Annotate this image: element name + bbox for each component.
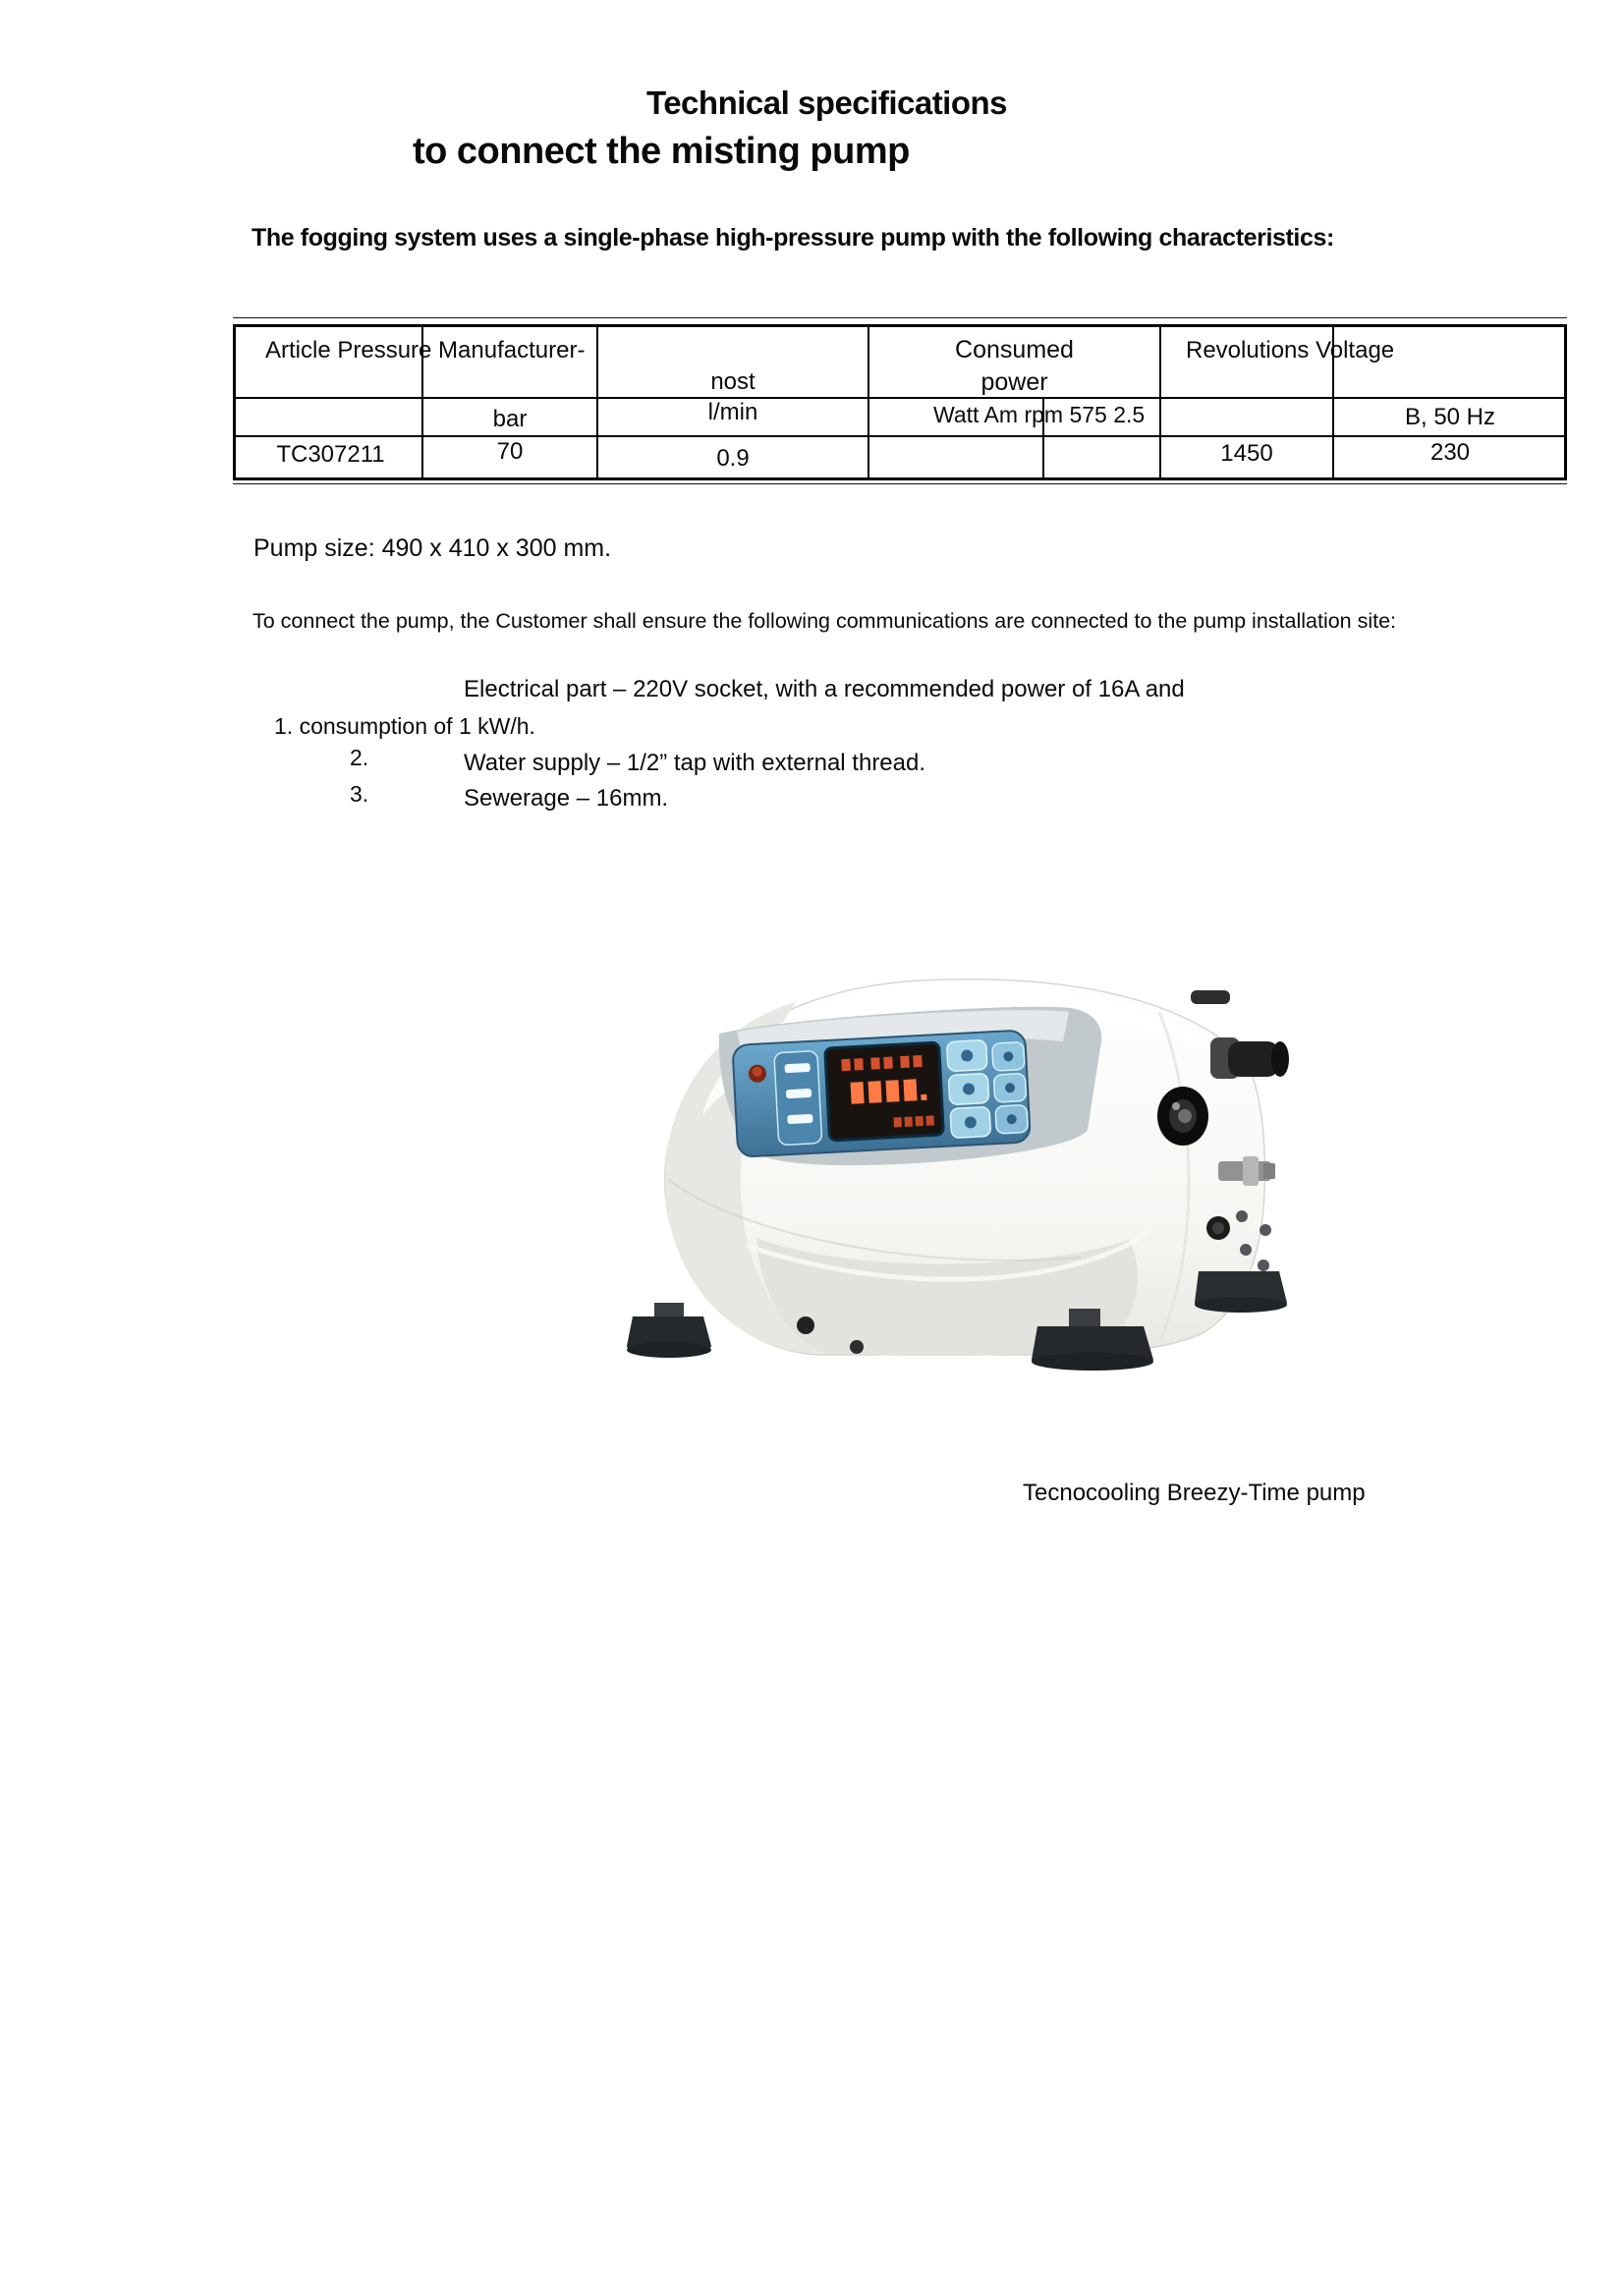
cell-article: TC307211 (276, 441, 385, 468)
list-item2-text: Water supply – 1/2” tap with external thread. (464, 750, 926, 776)
header-article-pressure-manufacturer: Article Pressure Manufacturer- (265, 337, 586, 364)
connect-note: To connect the pump, the Customer shall ensure the following communications are connected to the pump installation site: (252, 609, 1397, 633)
list-item3-number: 3. (350, 781, 369, 807)
pump-size-text: Pump size: 490 x 410 x 300 mm. (253, 534, 612, 562)
spec-table (233, 324, 1567, 480)
unit-voltage-b-50hz: B, 50 Hz (1404, 404, 1496, 430)
intro-paragraph: The fogging system uses a single-phase high-pressure pump with the following characteristics: (252, 224, 1334, 252)
unit-power-watt-am-rpm: Watt Am rpm 575 2.5 (933, 402, 1146, 427)
list-item3-text: Sewerage – 16mm. (464, 785, 669, 812)
unit-flow-lmin: l/min (707, 399, 758, 425)
pump-illustration (609, 933, 1307, 1371)
pump-caption: Tecnocooling Breezy-Time pump (1023, 1480, 1366, 1506)
page-title: Technical specifications (646, 84, 1008, 121)
list-line-consumption: 1. consumption of 1 kW/h. (274, 713, 535, 739)
table-grid-line (236, 435, 1564, 437)
cell-pressure: 70 (496, 438, 524, 465)
table-grid-line (236, 397, 1564, 399)
pump-photo (609, 933, 1307, 1371)
header-power: power (980, 368, 1048, 396)
cell-voltage: 230 (1429, 439, 1471, 466)
table-outer-thin-line-top (233, 317, 1567, 318)
header-manufacturer-nost: nost (710, 368, 756, 395)
cell-flow: 0.9 (716, 445, 750, 472)
unit-pressure-bar: bar (492, 406, 528, 432)
page-subtitle: to connect the misting pump (413, 131, 910, 172)
cell-revolutions: 1450 (1220, 440, 1273, 467)
list-item2-number: 2. (350, 745, 369, 770)
header-revolutions-voltage: Revolutions Voltage (1186, 337, 1395, 364)
table-outer-thin-line-bottom (233, 483, 1567, 484)
list-line-electrical: Electrical part – 220V socket, with a recommended power of 16A and (464, 676, 1185, 702)
header-consumed: Consumed (955, 336, 1074, 364)
